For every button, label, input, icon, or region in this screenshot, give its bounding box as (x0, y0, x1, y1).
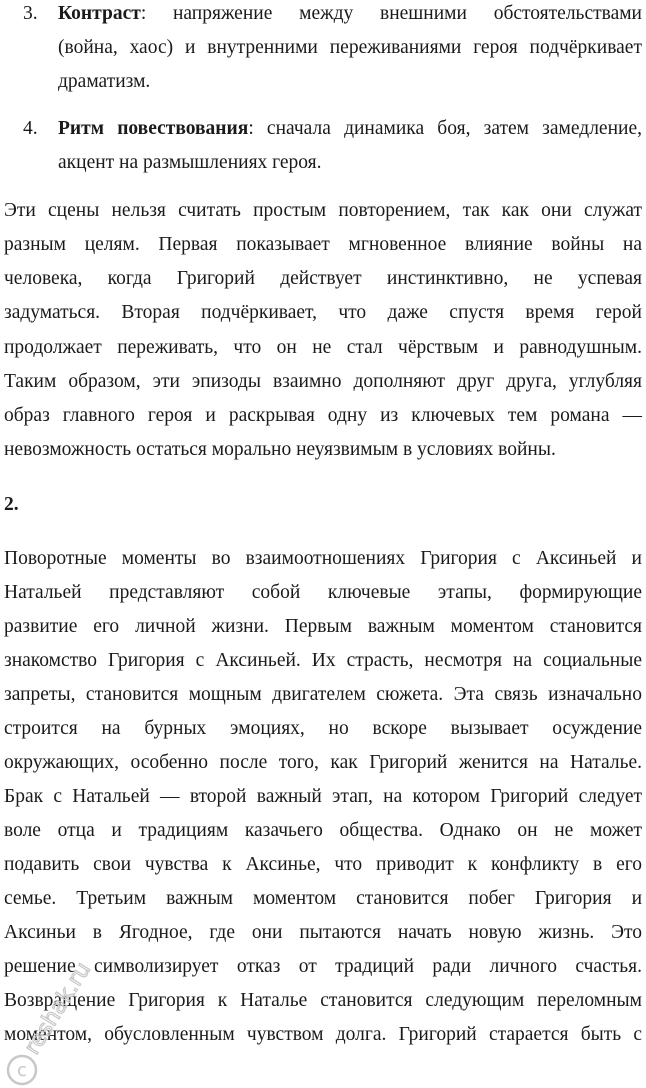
paragraph-line: строится на бурных эмоциях, но вскоре вызывает осуждение (4, 718, 642, 739)
paragraph-line: разным целям. Первая показывает мгновенное влияние войны на (4, 234, 642, 255)
paragraph-line: образ главного героя и раскрывая одну из ключевых тем романа — (4, 405, 642, 426)
list-item-line: (война, хаос) и внутренними переживаниями героя подчёркивает (58, 37, 642, 58)
copyright-circle-icon (8, 1056, 36, 1084)
paragraph-line: Эти сцены нельзя считать простым повторением, так как они служат (4, 200, 642, 221)
paragraph-line: семье. Третьим важным моментом становится побег Григория и (4, 888, 642, 909)
paragraph-line: человека, когда Григорий действует инстинктивно, не успевая (4, 268, 642, 289)
paragraph-line: развитие его личной жизни. Первым важным моментом становится (4, 616, 642, 637)
list-item-number: 3. (23, 3, 38, 24)
paragraph-line: знакомство Григория с Аксиньей. Их страсть, несмотря на социальные (4, 650, 642, 671)
paragraph-line: Возвращение Григория к Наталье становится следующим переломным (4, 990, 642, 1011)
list-item-number: 4. (23, 118, 38, 139)
paragraph-line: воле отца и традициям казачьего общества. Однако он не может (4, 820, 642, 841)
watermark-text: reshak.ru (19, 957, 97, 1060)
list-item-term: Ритм повествования (58, 118, 249, 139)
list-item-line (58, 2, 642, 26)
paragraph-line: задуматься. Вторая подчёркивает, что даже спустя время герой (4, 302, 642, 323)
copyright-c-icon: c (17, 1060, 27, 1081)
paragraph-line: Поворотные моменты во взаимоотношениях Григория с Аксиньей и (4, 548, 642, 569)
paragraph-line: Аксиньи в Ягодное, где они пытаются начать новую жизнь. Это (4, 922, 642, 943)
list-item-text: : напряжение между внешними обстоятельствами (140, 3, 642, 24)
paragraph-line: продолжает переживать, что он не стал чёрствым и равнодушным. (4, 337, 642, 358)
list-item-line: драматизм. (58, 71, 151, 92)
paragraph-line: моментом, обусловленным чувством долга. Григорий старается быть с (4, 1024, 642, 1045)
paragraph-line: невозможность остаться морально неуязвимым в условиях войны. (4, 439, 556, 460)
list-item-line (58, 117, 642, 141)
list-item-term: Контраст (58, 3, 141, 24)
list-item-line: акцент на размышлениях героя. (58, 152, 322, 173)
list-item-text: : сначала динамика боя, затем замедление, (248, 118, 642, 139)
paragraph-line: Таким образом, эти эпизоды взаимно дополняют друг друга, углубляя (4, 371, 642, 392)
paragraph-line: запреты, становится мощным двигателем сюжета. Эта связь изначально (4, 684, 642, 705)
paragraph-line: Натальей представляют собой ключевые этапы, формирующие (4, 582, 642, 603)
section-heading: 2. (4, 494, 19, 515)
paragraph-line: окружающих, особенно после того, как Григорий женится на Наталье. (4, 752, 642, 773)
paragraph-line: подавить свои чувства к Аксинье, что приводит к конфликту в его (4, 854, 642, 875)
paragraph-line: Брак с Натальей — второй важный этап, на котором Григорий следует (4, 786, 642, 807)
paragraph-line: решение символизирует отказ от традиций ради личного счастья. (4, 956, 642, 977)
